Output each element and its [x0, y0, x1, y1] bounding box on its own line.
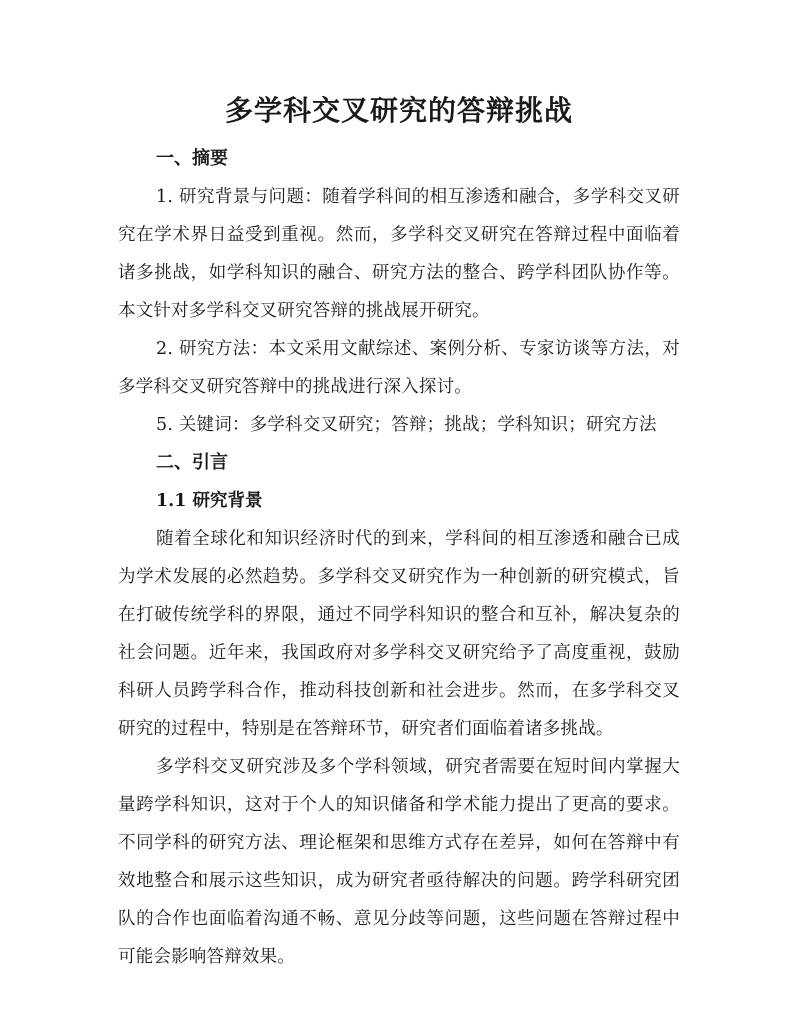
abstract-paragraph-method: 2. 研究方法：本文采用文献综述、案例分析、专家访谈等方法，对多学科交叉研究答辩中的挑战进行深入探讨。 — [118, 339, 680, 397]
abstract-paragraph-keywords: 5. 关键词：多学科交叉研究；答辩；挑战；学科知识；研究方法 — [156, 415, 657, 435]
introduction-paragraph-1: 随着全球化和知识经济时代的到来，学科间的相互渗透和融合已成为学术发展的必然趋势。多学科交叉研究作为一种创新的研究模式，旨在打破传统学科的界限，通过不同学科知识的整合和互补，解决复杂的社会问题。近年来，我国政府对多学科交叉研究给予了高度重视，鼓励科研人员跨学科合作，推动科技创新和社会进步。然而，在多学科交叉研究的过程中，特别是在答辩环节，研究者们面临着诸多挑战。 — [118, 529, 680, 739]
document-page — [118, 88, 680, 976]
abstract-paragraph-background: 1. 研究背景与问题：随着学科间的相互渗透和融合，多学科交叉研究在学术界日益受到重视。然而，多学科交叉研究在答辩过程中面临着诸多挑战，如学科知识的融合、研究方法的整合、跨学科团队协作等。本文针对多学科交叉研究答辩的挑战展开研究。 — [118, 187, 680, 321]
section-heading-introduction: 二、引言 — [156, 452, 228, 473]
document-title: 多学科交叉研究的答辩挑战 — [224, 94, 573, 127]
introduction-paragraph-2: 多学科交叉研究涉及多个学科领域，研究者需要在短时间内掌握大量跨学科知识，这对于个人的知识储备和学术能力提出了更高的要求。不同学科的研究方法、理论框架和思维方式存在差异，如何在答辩中有效地整合和展示这些知识，成为研究者亟待解决的问题。跨学科研究团队的合作也面临着沟通不畅、意见分歧等问题，这些问题在答辩过程中可能会影响答辩效果。 — [118, 757, 680, 967]
subsection-heading-background: 1.1 研究背景 — [156, 491, 263, 511]
section-heading-abstract: 一、摘要 — [156, 148, 228, 169]
